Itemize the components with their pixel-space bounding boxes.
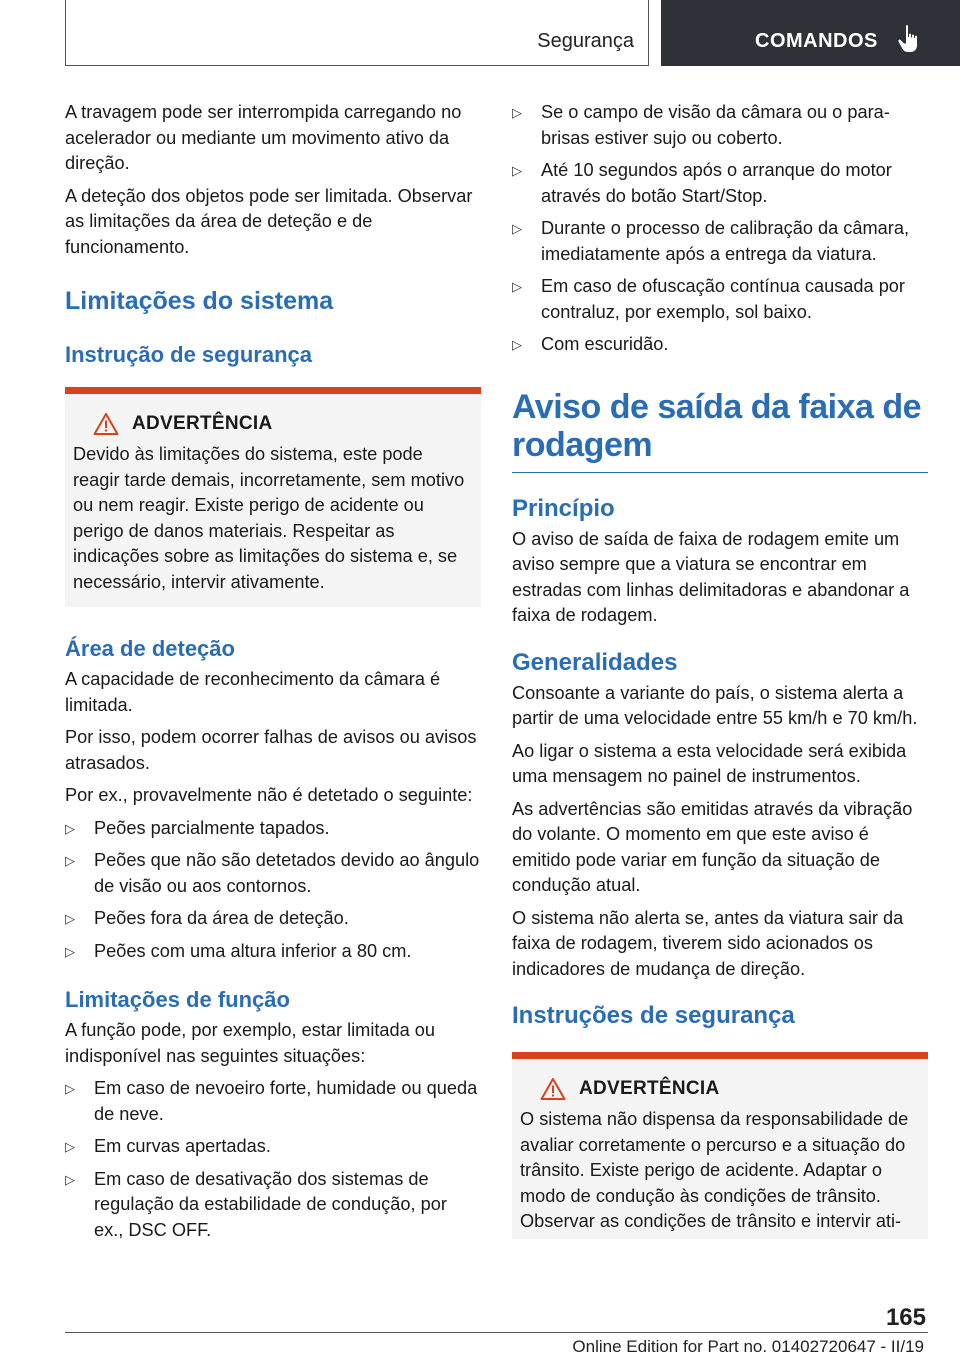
detection-list (65, 816, 481, 965)
triangle-bullet-icon: ▷ (512, 163, 522, 178)
paragraph: O sistema não alerta se, antes da viatura sair da faixa de rodagem, tiverem sido acionados os indicadores de mudança de direção. (512, 907, 904, 979)
warning-title-row (520, 1077, 920, 1101)
warning-box (65, 387, 481, 607)
list-item: ▷ Peões que não são detetados devido ao ângulo de visão ou aos contornos. (65, 850, 480, 896)
header-section-box (65, 0, 649, 66)
paragraph: As advertências são emitidas através da vibração do volante. O momento em que este aviso é emitido pode variar em função da situação de condução atual. (512, 798, 913, 895)
right-column (512, 100, 928, 1239)
heading-safety-instruction: Instrução de segurança (65, 342, 312, 367)
list-item: ▷ Se o campo de visão da câmara ou o para-brisas estiver sujo ou coberto. (512, 102, 890, 148)
warning-title-row (73, 412, 473, 436)
paragraph: Ao ligar o sistema a esta velocidade será exibida uma mensagem no painel de instrumentos. (512, 740, 907, 786)
triangle-bullet-icon: ▷ (512, 279, 522, 294)
triangle-bullet-icon: ▷ (512, 105, 522, 120)
warning-triangle-icon (540, 1077, 566, 1101)
warning-text: Devido às limitações do sistema, este pode reagir tarde demais, incorretamente, sem motivo ou nem reagir. Existe perigo de acidente ou perigo de danos materiais. Respeitar as indicações sobre as limitações do sistema e, se necessário, intervir ativamente. (73, 444, 465, 592)
paragraph: A travagem pode ser interrompida carregando no acelerador ou mediante um movimento ativo da direção. (65, 102, 462, 173)
list-item: ▷ Em caso de ofuscação contínua causada por contraluz, por exemplo, sol baixo. (512, 276, 905, 322)
page-number: 165 (885, 1304, 926, 1331)
heading-system-limits: Limitações do sistema (65, 287, 334, 315)
paragraph: Por ex., provavelmente não é detetado o seguinte: (65, 785, 473, 805)
triangle-bullet-icon: ▷ (65, 911, 75, 926)
header-section-title: Segurança (537, 30, 634, 52)
heading-detection-area: Área de deteção (65, 636, 235, 661)
triangle-bullet-icon: ▷ (65, 820, 75, 836)
triangle-bullet-icon: ▷ (512, 221, 522, 236)
footer-edition: Online Edition for Part no. 01402720647 - II/19 (572, 1337, 924, 1356)
warning-text: O sistema não dispensa da responsabilidade de avaliar corretamente o percurso e a situação do trânsito. Existe perigo de acidente. Adaptar o modo de condução às condições de trânsito. Observar as condições de trânsito e intervir ati- (520, 1109, 909, 1231)
triangle-bullet-icon: ▷ (65, 1171, 75, 1187)
list-item: ▷ Durante o processo de calibração da câmara, imediatamente após a entrega da viatura. (512, 218, 909, 264)
paragraph: A função pode, por exemplo, estar limitada ou indisponível nas seguintes situações: (65, 1020, 436, 1066)
left-column (65, 100, 481, 1250)
function-limits-list-continued (512, 100, 928, 358)
footer-divider (65, 1332, 928, 1333)
main-heading-wrap (512, 388, 928, 473)
heading-principle: Princípio (512, 494, 615, 522)
list-item: ▷ Até 10 segundos após o arranque do motor através do botão Start/Stop. (512, 160, 892, 206)
triangle-bullet-icon: ▷ (65, 943, 75, 959)
list-item: ▷ Em caso de nevoeiro forte, humidade ou queda de neve. (65, 1078, 478, 1124)
list-item: ▷ Peões parcialmente tapados. (65, 816, 481, 842)
paragraph: Por isso, podem ocorrer falhas de avisos ou avisos atrasados. (65, 727, 477, 773)
heading-lane-departure-warning: Aviso de saída da faixa de rodagem (512, 387, 922, 464)
paragraph: O aviso de saída de faixa de rodagem emite um aviso sempre que a viatura se encontrar em estradas com linhas delimitadoras e abandonar a faixa de rodagem. (512, 528, 910, 625)
paragraph: A deteção dos objetos pode ser limitada. Observar as limitações da área de deteção e de funcionamento. (65, 185, 473, 257)
header-chapter-title: COMANDOS (755, 30, 878, 52)
heading-safety-instructions: Instruções de segurança (512, 1002, 795, 1029)
paragraph: Consoante a variante do país, o sistema alerta a partir de uma velocidade entre 55 km/h e 70 km/h. (512, 682, 918, 728)
list-item: ▷ Em curvas apertadas. (65, 1134, 481, 1160)
warning-title: ADVERTÊNCIA (132, 413, 273, 434)
triangle-bullet-icon: ▷ (65, 1139, 75, 1154)
list-item: ▷ Peões fora da área de deteção. (65, 906, 481, 932)
triangle-bullet-icon: ▷ (512, 337, 522, 352)
triangle-bullet-icon: ▷ (65, 853, 75, 868)
warning-triangle-icon (93, 412, 119, 436)
list-item: ▷ Peões com uma altura inferior a 80 cm. (65, 939, 481, 965)
heading-general: Generalidades (512, 648, 678, 676)
triangle-bullet-icon: ▷ (65, 1081, 75, 1096)
heading-function-limits: Limitações de função (65, 987, 290, 1012)
paragraph: A capacidade de reconhecimento da câmara é limitada. (65, 669, 441, 715)
warning-box (512, 1052, 928, 1239)
list-item: ▷ Com escuridão. (512, 332, 928, 358)
warning-title: ADVERTÊNCIA (579, 1078, 720, 1099)
list-item: ▷ Em caso de desativação dos sistemas de regulação da estabilidade de condução, por ex., DSC OFF. (65, 1168, 447, 1240)
header-chapter-box (661, 0, 960, 66)
pointing-hand-icon (897, 24, 921, 54)
function-limits-list (65, 1076, 481, 1243)
